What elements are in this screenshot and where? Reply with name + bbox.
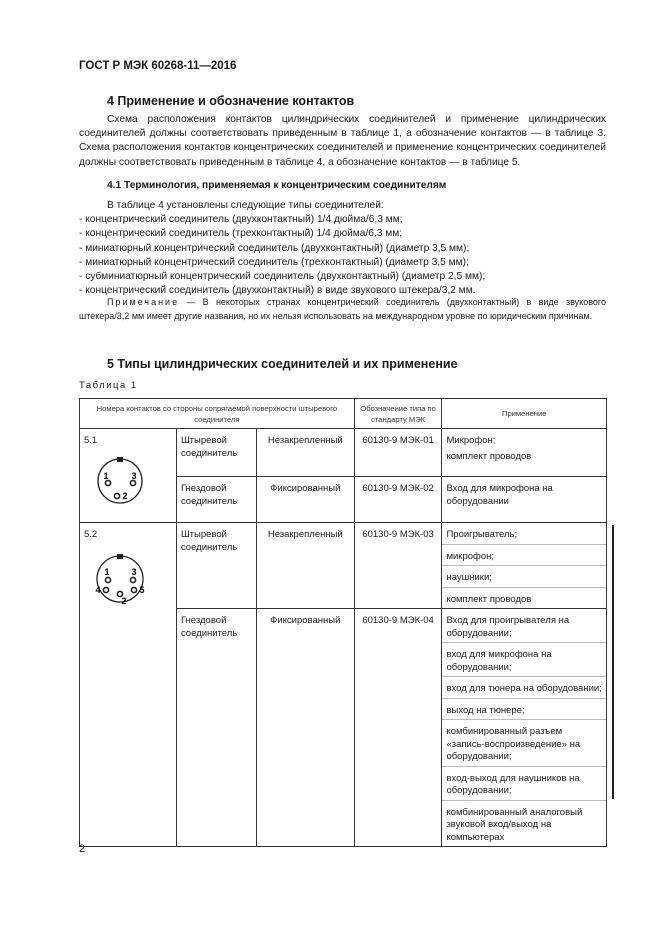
application-item: Микрофон;: [446, 435, 496, 446]
connector-type: Гнездовой соединитель: [176, 609, 256, 847]
application-item: наушники;: [442, 565, 606, 587]
iec-designation: 60130-9 МЭК-03: [354, 523, 442, 609]
page-number: 2: [79, 843, 86, 855]
section-5-title: 5 Типы цилиндрических соединителей и их применение: [107, 357, 458, 371]
pin-label: 2: [122, 490, 128, 501]
application-item: комбинированный аналоговый звуковой вход/выход на компьютерах: [442, 800, 606, 847]
connector-types-list: [79, 199, 485, 298]
note-text: — В некоторых странах концентрический соединитель (двухконтактный) в виде звукового штекера/3,2 мм имеет другие названия, но их нельзя использовать на международном уровне по юридическим причинам.: [79, 297, 606, 321]
iec-designation: 60130-9 МЭК-02: [354, 477, 442, 523]
header-application: Применение: [442, 399, 607, 429]
pin-diagram-3pin-icon: [84, 448, 164, 506]
application-item: Вход для проигрывателя на оборудовании;: [446, 615, 570, 639]
group-id: 5.2: [84, 529, 98, 540]
pin-diagram-5pin-icon: [84, 542, 164, 612]
application-item: комплект проводов: [446, 450, 532, 462]
table-caption: Таблица 1: [79, 380, 138, 391]
application-cell: [442, 523, 607, 609]
application-cell: [442, 477, 607, 523]
pin-label: 1: [103, 470, 109, 481]
application-item: Вход для микрофона на оборудовании: [446, 483, 553, 507]
pin-label: 4: [95, 584, 101, 595]
list-item: - субминиатюрный концентрический соединитель (двухконтактный) (диаметр 2,5 мм);: [79, 271, 486, 283]
header-designation: Обозначение типа по стандарту МЭК: [354, 399, 442, 429]
application-cell: [442, 429, 607, 477]
application-item: микрофон;: [442, 544, 606, 566]
application-item: выход на тюнере;: [442, 698, 606, 720]
table-row: [80, 429, 607, 477]
connector-type: Штыревой соединитель: [176, 429, 256, 477]
table-row: [80, 523, 607, 609]
pin-label: 5: [139, 584, 145, 595]
application-item: комбинированный разъем «запись-воспроизведение» на оборудовании;: [442, 719, 606, 766]
document-header: ГОСТ Р МЭК 60268-11—2016: [79, 60, 237, 72]
application-item: вход для микрофона на оборудовании;: [442, 642, 606, 676]
table-header-row: [80, 399, 607, 429]
application-item: вход-выход для наушников на оборудовании;: [442, 766, 606, 800]
list-item: - концентрический соединитель (двухконтактный) в виде звукового штекера/3,2 мм.: [79, 285, 476, 297]
list-item: - миниатюрный концентрический соединитель (трехконтактный) (диаметр 3,5 мм);: [79, 256, 469, 268]
group-id: 5.1: [84, 435, 98, 446]
section-4-paragraph-text: Схема расположения контактов цилиндрических соединителей и применение цилиндрических соединителей должны соответствовать приведенным в таблице 1, а обозначение контактов — в таблице 3. Схема расположения контактов концентрических соединителей и применение концентрических соединителей должны соответствовать приведенным в таблице 4, а обозначение контактов — в таблице 5.: [79, 114, 606, 168]
application-item: комплект проводов: [442, 587, 606, 609]
section-4-title: 4 Применение и обозначение контактов: [107, 94, 355, 108]
subsection-4-1-title: 4.1 Терминология, применяемая к концентрическим соединителям: [107, 180, 447, 191]
iec-designation: 60130-9 МЭК-04: [354, 609, 442, 847]
mount-type: Фиксированный: [256, 609, 354, 847]
application-item: вход для тюнера на оборудовании;: [442, 676, 606, 698]
group-cell-5-2: [80, 523, 177, 847]
connector-type: Гнездовой соединитель: [176, 477, 256, 523]
list-item: - миниатюрный концентрический соединитель (двухконтактный) (диаметр 3,5 мм);: [79, 242, 470, 254]
iec-designation: 60130-9 МЭК-01: [354, 429, 442, 477]
mount-type: Незакрепленный: [256, 523, 354, 609]
mount-type: Незакрепленный: [256, 429, 354, 477]
header-contacts: Номера контактов со стороны сопрягаемой поверхности штыревого соединителя: [80, 399, 355, 429]
list-item: - концентрический соединитель (трехконтактный) 1/4 дюйма/6,3 мм;: [79, 228, 403, 240]
pin-label: 1: [104, 566, 110, 577]
section-4-paragraph: [79, 113, 606, 170]
group-cell-5-1: [80, 429, 177, 523]
pin-label: 3: [131, 470, 137, 481]
change-bar: [612, 525, 614, 799]
list-intro: В таблице 4 установлены следующие типы соединителей:: [107, 200, 384, 211]
note-label: Примечание: [107, 297, 180, 307]
list-item: - концентрический соединитель (двухконтактный) 1/4 дюйма/6,3 мм;: [79, 214, 403, 226]
connector-type: Штыревой соединитель: [176, 523, 256, 609]
note: [79, 296, 606, 323]
application-item: Проигрыватель;: [446, 529, 518, 540]
connectors-table: [79, 398, 607, 847]
application-cell: [442, 609, 607, 847]
pin-label: 3: [131, 566, 137, 577]
pin-label: 2: [121, 595, 127, 606]
mount-type: Фиксированный: [256, 477, 354, 523]
